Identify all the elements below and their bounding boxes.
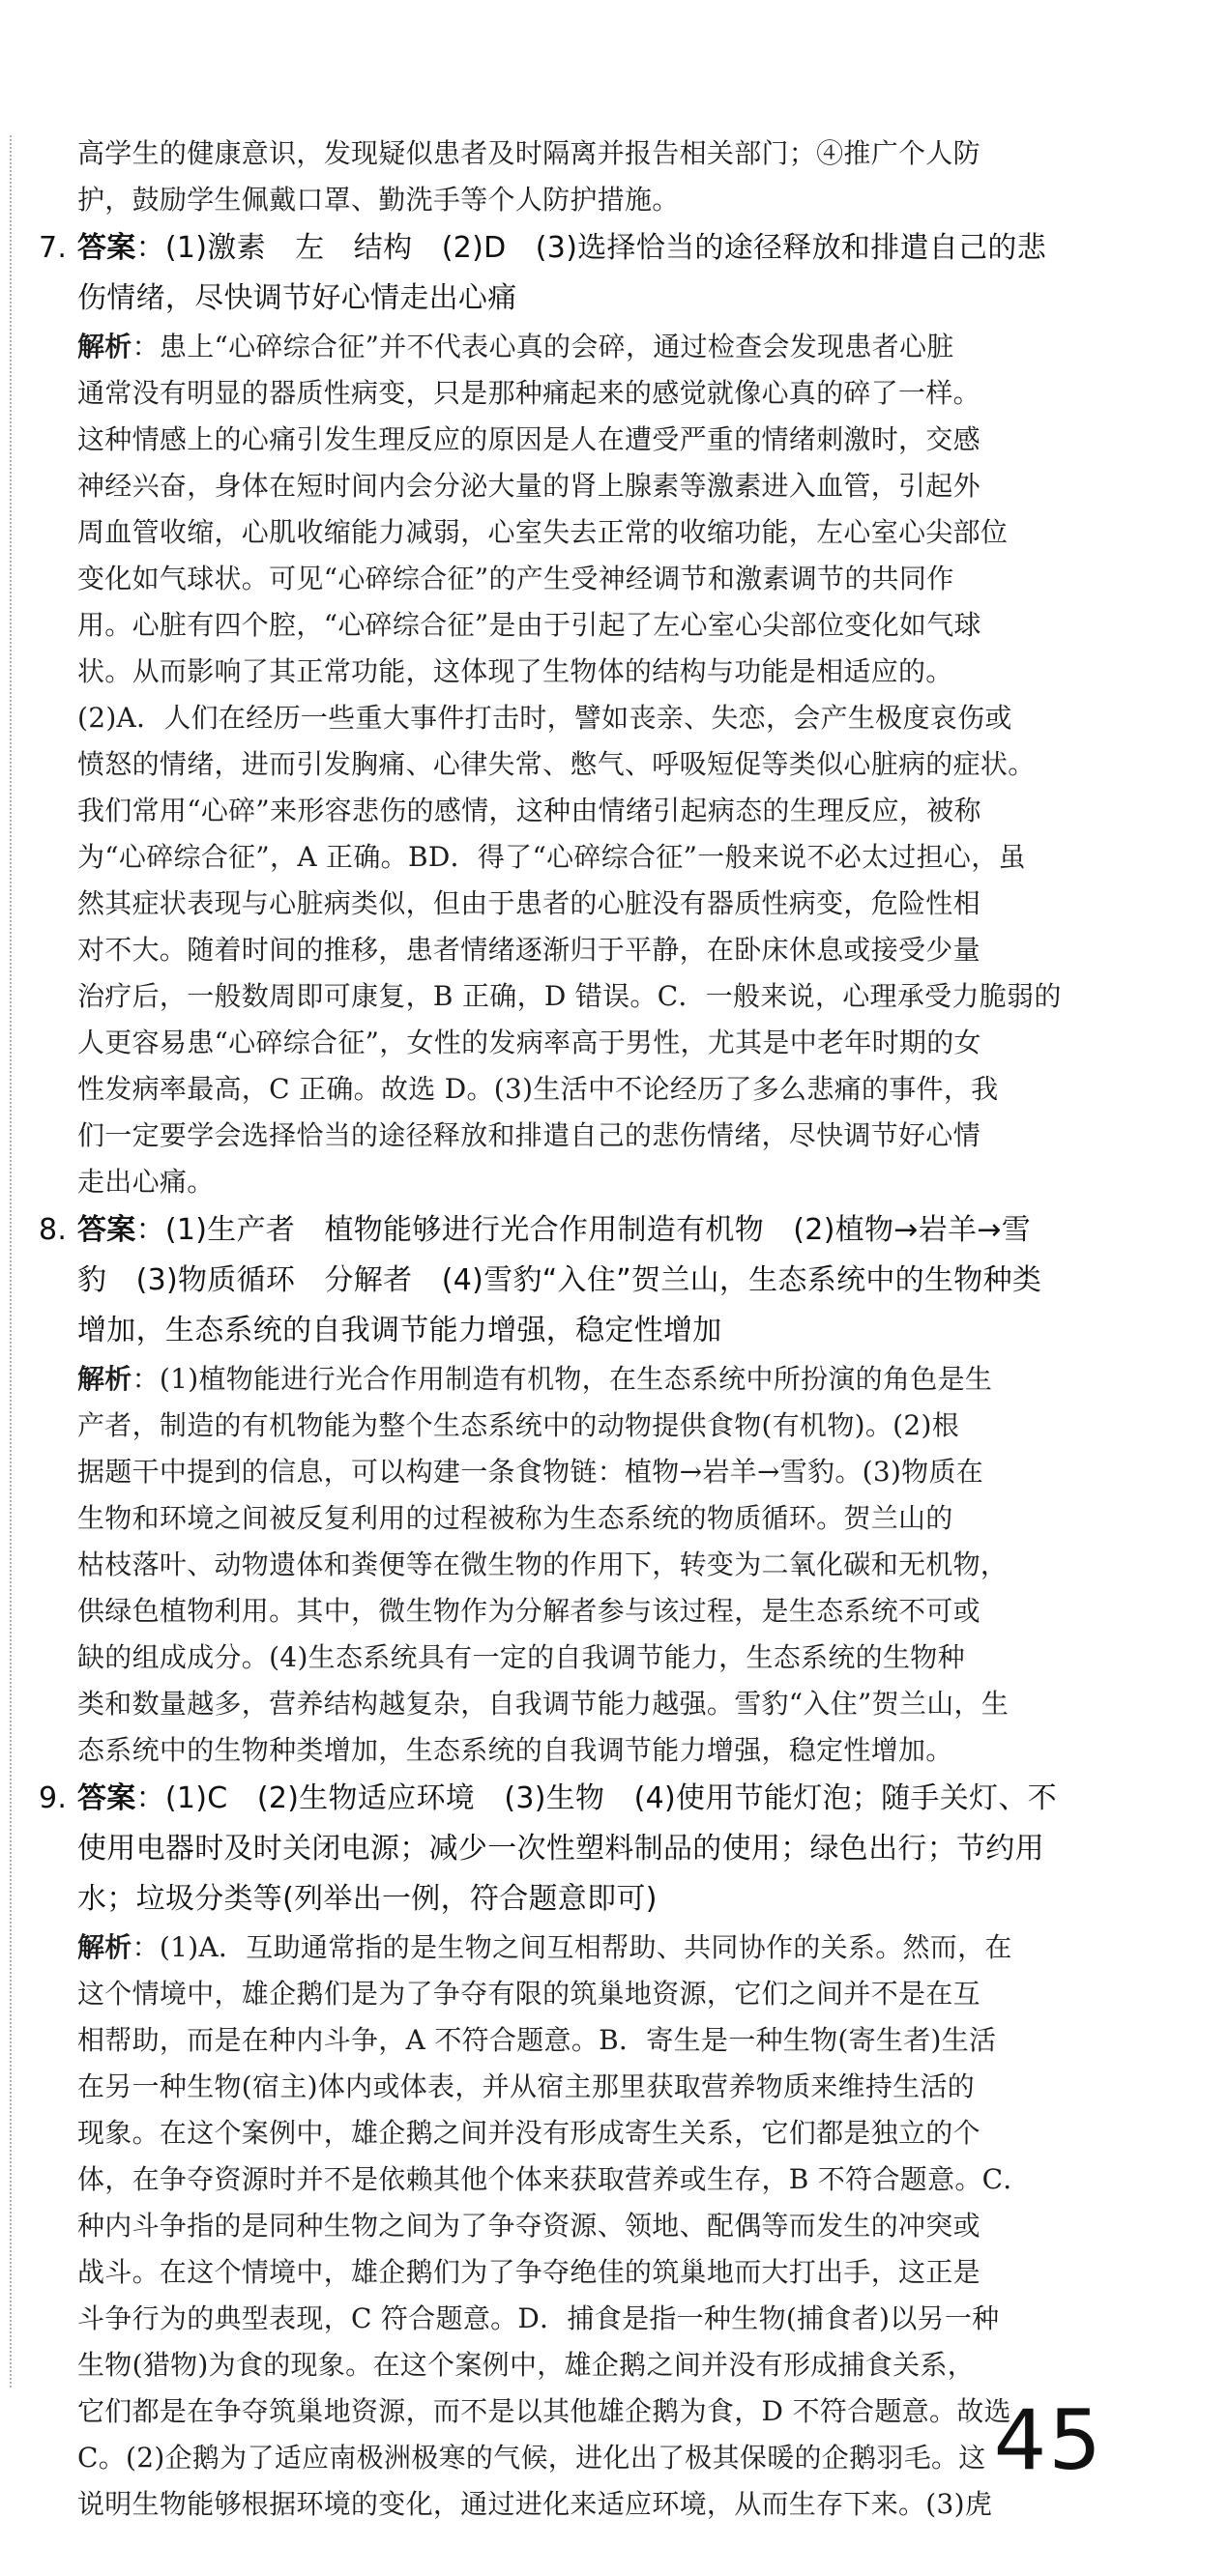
q8-analysis-line: 产者，制造的有机物能为整个生态系统中的动物提供食物(有机物)。(2)根 (77, 1409, 960, 1441)
q9-analysis-line: 体，在争夺资源时并不是依赖其他个体来获取营养或生存，B 不符合题意。C． (77, 2163, 1031, 2195)
q9-analysis-line: 生物(猎物)为食的现象。在这个案例中，雄企鹅之间并没有形成捕食关系， (77, 2349, 976, 2381)
q7-analysis-line: 这种情感上的心痛引发生理反应的原因是人在遭受严重的情绪刺激时，交感 (77, 423, 980, 455)
q7-analysis-line: 通常没有明显的器质性病变，只是那种痛起来的感觉就像心真的碎了一样。 (77, 377, 980, 409)
q8-analysis-line: 供绿色植物利用。其中，微生物作为分解者参与该过程，是生态系统不可或 (77, 1595, 980, 1627)
intro-block (39, 130, 1102, 223)
q8-analysis-line: 枯枝落叶、动物遗体和粪便等在微生物的作用下，转变为二氧化碳和无机物， (77, 1548, 1009, 1580)
question-7 (39, 223, 1102, 1205)
intro-line: 护，鼓励学生佩戴口罩、勤洗手等个人防护措施。 (77, 184, 680, 216)
q8-analysis-line: 生物和环境之间被反复利用的过程被称为生态系统的物质循环。贺兰山的 (77, 1502, 953, 1534)
q8-analysis-text: ：(1)植物能进行光合作用制造有机物，在生态系统中所扮演的角色是生 (132, 1363, 993, 1395)
q7-analysis-label: 解析 (77, 331, 132, 362)
q7-analysis-line: 治疗后，一般数周即可康复，B 正确，D 错误。C．一般来说，心理承受力脆弱的 (77, 980, 1062, 1012)
q7-analysis-line: 我们常用“心碎”来形容悲伤的感情，这种由情绪引起病态的生理反应，被称 (77, 795, 981, 826)
q7-analysis-line: 愤怒的情绪，进而引发胸痛、心律失常、憋气、呼吸短促等类似心脏病的症状。 (77, 748, 1036, 780)
q7-analysis-line: 神经兴奋，身体在短时间内会分泌大量的肾上腺素等激素进入血管，引起外 (77, 470, 980, 502)
q8-analysis-line: 类和数量越多，营养结构越复杂，自我调节能力越强。雪豹“入住”贺兰山，生 (77, 1688, 1010, 1720)
q8-analysis-label: 解析 (77, 1363, 132, 1395)
q9-analysis-line: 种内斗争指的是同种生物之间为了争夺资源、领地、配偶等而发生的冲突或 (77, 2210, 980, 2242)
q7-analysis-line: 走出心痛。 (77, 1166, 215, 1198)
q7-analysis-line: 变化如气球状。可见“心碎综合征”的产生受神经调节和激素调节的共同作 (77, 563, 954, 594)
q7-analysis-line: 为“心碎综合征”，A 正确。BD．得了“心碎综合征”一般来说不必太过担心，虽 (77, 841, 1026, 873)
q7-answer-line (39, 223, 1102, 274)
q7-analysis-line: 们一定要学会选择恰当的途径释放和排遣自己的悲伤情绪，尽快调节好心情 (77, 1119, 980, 1151)
q8-answer-line: 豹 (3)物质循环 分解者 (4)雪豹“入住”贺兰山，生态系统中的生物种类 (77, 1263, 1042, 1297)
q9-answer-line (39, 1774, 1102, 1824)
q8-number: 8. (39, 1213, 68, 1247)
question-9 (39, 1774, 1102, 2528)
q7-answer-line: 伤情绪，尽快调节好心情走出心痛 (77, 281, 517, 315)
q8-analysis-line: 态系统中的生物种类增加，生态系统的自我调节能力增强，稳定性增加。 (77, 1734, 953, 1766)
page-number: 45 (993, 2392, 1103, 2489)
q7-analysis-line: (2)A．人们在经历一些重大事件打击时，譬如丧亲、失恋，会产生极度哀伤或 (77, 702, 1012, 734)
q7-analysis-line: 然其症状表现与心脏病类似，但由于患者的心脏没有器质性病变，危险性相 (77, 887, 980, 919)
answer-page (39, 130, 1102, 2528)
binding-margin-dotted-line (10, 135, 12, 2388)
q9-analysis-line: 说明生物能够根据环境的变化，通过进化来适应环境，从而生存下来。(3)虎 (77, 2488, 993, 2520)
q9-analysis-line: 这个情境中，雄企鹅们是为了争夺有限的筑巢地资源，它们之间并不是在互 (77, 1978, 980, 2010)
question-8 (39, 1205, 1102, 1774)
q7-analysis-line: 对不大。随着时间的推移，患者情绪逐渐归于平静，在卧床休息或接受少量 (77, 934, 980, 966)
q9-analysis-line: 在另一种生物(宿主)体内或体表，并从宿主那里获取营养物质来维持生活的 (77, 2070, 976, 2102)
q9-analysis-line: C。(2)企鹅为了适应南极洲极寒的气候，进化出了极其保暖的企鹅羽毛。这 (77, 2442, 986, 2474)
q7-analysis-line: 人更容易患“心碎综合征”，女性的发病率高于男性，尤其是中老年时期的女 (77, 1027, 981, 1058)
q8-answer-label: 答案 (77, 1213, 136, 1247)
q7-analysis-line: 周血管收缩，心肌收缩能力减弱，心室失去正常的收缩功能，左心室心尖部位 (77, 516, 1009, 548)
q8-answer-text: ：(1)生产者 植物能够进行光合作用制造有机物 (2)植物→岩羊→雪 (135, 1213, 1032, 1247)
q9-answer-line: 水；垃圾分类等(列举出一例，符合题意即可) (77, 1882, 658, 1916)
q9-analysis-line: 它们都是在争夺筑巢地资源，而不是以其他雄企鹅为食，D 不符合题意。故选 (77, 2395, 1011, 2427)
q8-answer-line: 增加，生态系统的自我调节能力增强，稳定性增加 (77, 1314, 722, 1347)
q9-analysis-line (39, 1925, 1102, 1971)
q9-analysis-line: 相帮助，而是在种内斗争，A 不符合题意。B．寄生是一种生物(寄生者)生活 (77, 2024, 997, 2056)
q9-analysis-text: ：(1)A．互助通常指的是生物之间互相帮助、共同协作的关系。然而，在 (132, 1931, 1012, 1963)
q7-analysis-text: ：患上“心碎综合征”并不代表心真的会碎，通过检查会发现患者心脏 (132, 331, 954, 362)
q7-answer-label: 答案 (77, 231, 136, 265)
q8-analysis-line (39, 1356, 1102, 1403)
q7-analysis-line: 状。从而影响了其正常功能，这体现了生物体的结构与功能是相适应的。 (77, 655, 953, 687)
q8-answer-line (39, 1205, 1102, 1256)
intro-line: 高学生的健康意识，发现疑似患者及时隔离并报告相关部门；④推广个人防 (77, 137, 980, 169)
q9-analysis-line: 战斗。在这个情境中，雄企鹅们为了争夺绝佳的筑巢地而大打出手，这正是 (77, 2256, 980, 2288)
q7-answer-text: ：(1)激素 左 结构 (2)D (3)选择恰当的途径释放和排遣自己的悲 (135, 231, 1046, 265)
q7-analysis-line: 用。心脏有四个腔，“心碎综合征”是由于引起了左心室心尖部位变化如气球 (77, 609, 981, 641)
q7-analysis-line (39, 324, 1102, 370)
q8-analysis-line: 据题干中提到的信息，可以构建一条食物链：植物→岩羊→雪豹。(3)物质在 (77, 1456, 984, 1488)
q9-answer-text: ：(1)C (2)生物适应环境 (3)生物 (4)使用节能灯泡；随手关灯、不 (135, 1781, 1057, 1815)
q9-analysis-line: 现象。在这个案例中，雄企鹅之间并没有形成寄生关系，它们都是独立的个 (77, 2117, 980, 2149)
q9-number: 9. (39, 1781, 68, 1815)
q8-analysis-line: 缺的组成成分。(4)生态系统具有一定的自我调节能力，生态系统的生物种 (77, 1641, 965, 1673)
q9-analysis-line: 斗争行为的典型表现，C 符合题意。D．捕食是指一种生物(捕食者)以另一种 (77, 2302, 1000, 2334)
q7-number: 7. (39, 231, 68, 265)
q9-answer-label: 答案 (77, 1781, 136, 1815)
q7-analysis-line: 性发病率最高，C 正确。故选 D。(3)生活中不论经历了多么悲痛的事件，我 (77, 1073, 999, 1105)
q9-answer-line: 使用电器时及时关闭电源；减少一次性塑料制品的使用；绿色出行；节约用 (77, 1832, 1044, 1866)
q9-analysis-label: 解析 (77, 1931, 132, 1963)
